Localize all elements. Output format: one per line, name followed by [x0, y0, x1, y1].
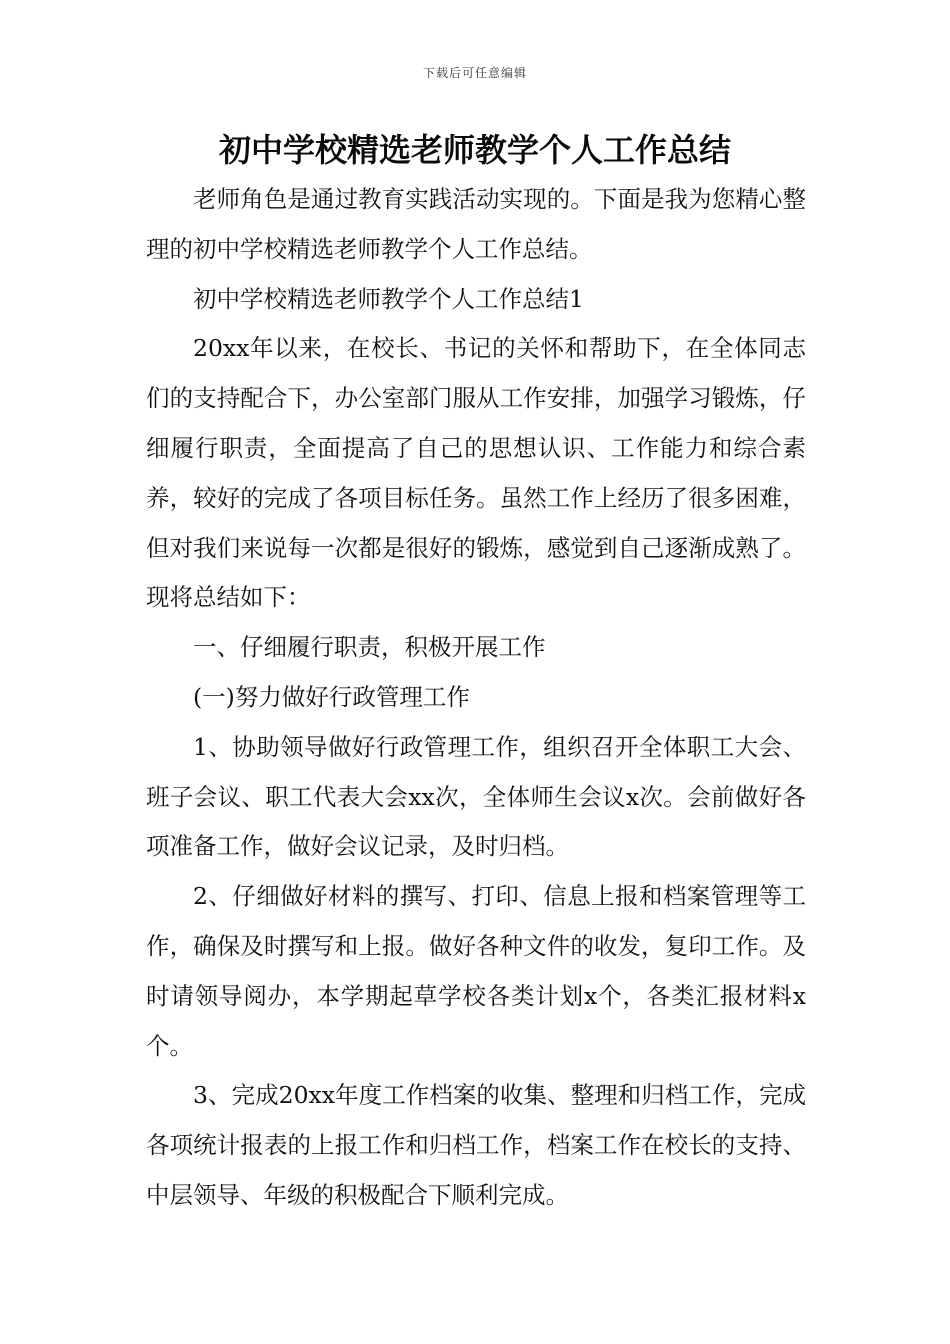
- subsection-heading: 一、仔细履行职责，积极开展工作: [193, 633, 546, 662]
- list-item: 3、完成20xx年度工作档案的收集、整理和归档工作，完成各项统计报表的上报工作和归档工作，档案工作在校长的支持、中层领导、年级的积极配合下顺利完成。: [146, 1081, 806, 1209]
- list-item: 1、协助领导做好行政管理工作，组织召开全体职工大会、班子会议、职工代表大会xx次，全体师生会议x次。会前做好各项准备工作，做好会议记录，及时归档。: [146, 732, 806, 861]
- subsection-heading: (一)努力做好行政管理工作: [193, 682, 470, 711]
- body-paragraph: 20xx年以来，在校长、书记的关怀和帮助下，在全体同志们的支持配合下，办公室部门服从工作安排，加强学习锻炼，仔细履行职责，全面提高了自己的思想认识、工作能力和综合素养，较好的完成了各项目标任务。虽然工作上经历了很多困难，但对我们来说每一次都是很好的锻炼，感觉到自己逐渐成熟了。现将总结如下：: [146, 334, 806, 612]
- header-note: 下载后可任意编辑: [422, 66, 527, 80]
- section-heading: 初中学校精选老师教学个人工作总结1: [193, 284, 584, 313]
- document-body: [146, 175, 806, 1221]
- intro-paragraph: 老师角色是通过教育实践活动实现的。下面是我为您精心整理的初中学校精选老师教学个人工作总结。: [146, 185, 806, 263]
- document-title: 初中学校精选老师教学个人工作总结: [218, 131, 731, 169]
- list-item: 2、仔细做好材料的撰写、打印、信息上报和档案管理等工作，确保及时撰写和上报。做好各种文件的收发，复印工作。及时请领导阅办，本学期起草学校各类计划x个，各类汇报材料x个。: [146, 882, 806, 1060]
